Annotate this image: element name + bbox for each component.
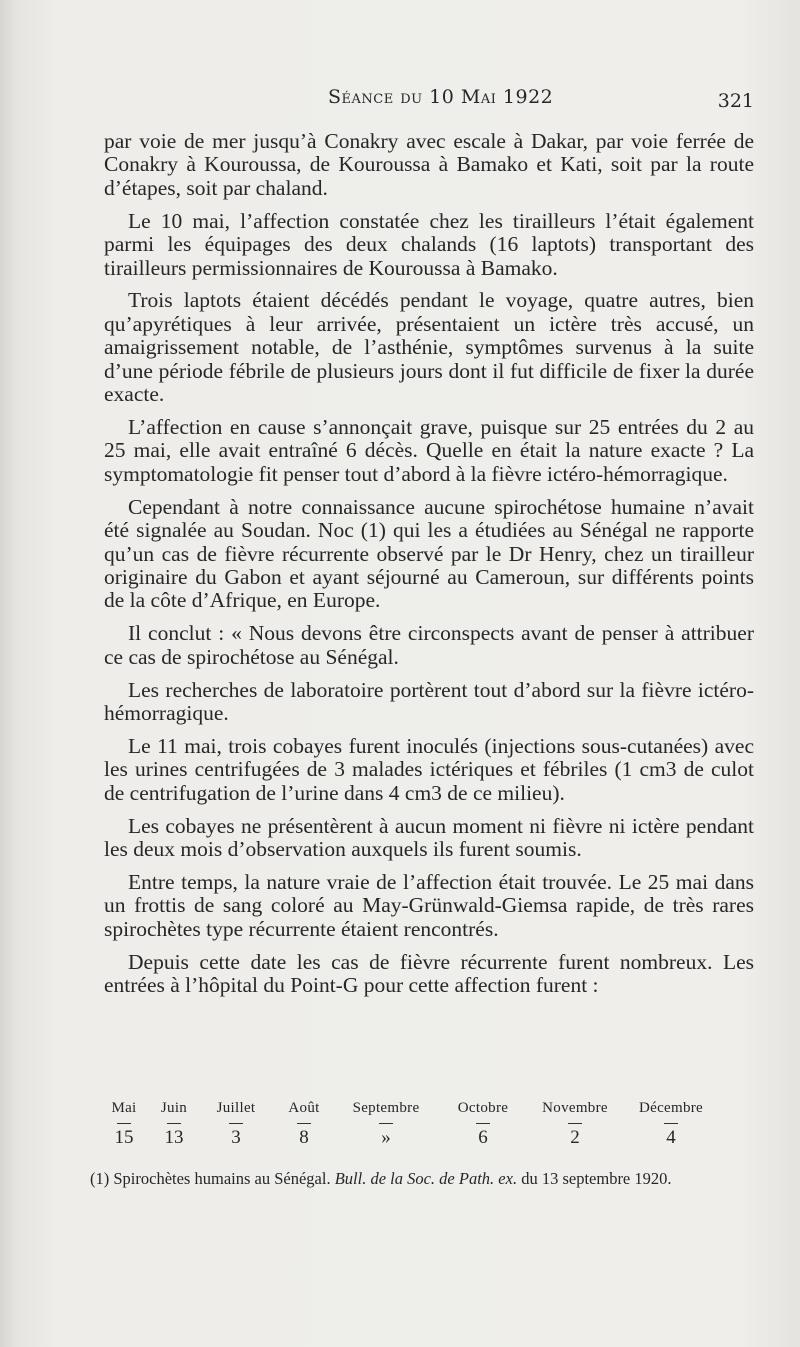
month-label: Octobre bbox=[457, 1100, 509, 1116]
page-header bbox=[104, 86, 754, 116]
paragraph: Il conclut : « Nous devons être circonspects avant de penser à attribuer ce cas de spirochétose au Sénégal. bbox=[104, 621, 754, 669]
month-label: Novembre bbox=[542, 1100, 608, 1116]
footnote-date: du 13 septembre 1920. bbox=[521, 1169, 672, 1188]
month-value: 8 bbox=[299, 1127, 309, 1148]
paragraph: L’affection en cause s’annonçait grave, puisque sur 25 entrées du 2 au 25 mai, elle avait entraîné 6 décès. Quelle en était la nature exacte ? La symptomatologie fit penser tout d’abord à la fièvre ictéro-hémorragique. bbox=[104, 414, 754, 486]
divider bbox=[229, 1123, 243, 1124]
footnote bbox=[90, 1170, 728, 1189]
month-value: 3 bbox=[231, 1127, 241, 1148]
month-value: 15 bbox=[114, 1127, 134, 1148]
paragraph: par voie de mer jusqu’à Conakry avec escale à Dakar, par voie ferrée de Conakry à Kouroussa, de Kouroussa à Bamako et Kati, soit par la route d’étapes, soit par chaland. bbox=[104, 129, 754, 200]
month-label: Juillet bbox=[216, 1100, 256, 1116]
month-label: Juin bbox=[160, 1100, 188, 1116]
divider bbox=[568, 1123, 582, 1124]
month-value: 4 bbox=[666, 1127, 676, 1148]
month-label: Septembre bbox=[352, 1100, 420, 1116]
paragraph: Le 10 mai, l’affection constatée chez les tirailleurs l’était également parmi les équipages des deux chalands (16 laptots) transportant des tirailleurs permissionnaires de Kouroussa à Bamako. bbox=[104, 208, 754, 280]
footnote-journal: Bull. de la Soc. de Path. ex. bbox=[334, 1169, 518, 1188]
page-number: 321 bbox=[717, 90, 754, 112]
divider bbox=[476, 1123, 490, 1124]
paragraph: Le 11 mai, trois cobayes furent inoculés (injections sous-cutanées) avec les urines centrifugées de 3 malades ictériques et fébriles (1 cm3 de culot de centrifugation de l’urine dans 4 cm3 de ce milieu). bbox=[104, 733, 754, 805]
running-head: Séance du 10 Mai 1922 bbox=[328, 86, 554, 108]
table-column bbox=[282, 1100, 326, 1149]
divider bbox=[117, 1123, 131, 1124]
month-value: 6 bbox=[478, 1127, 488, 1148]
month-value: 13 bbox=[164, 1127, 184, 1148]
divider bbox=[379, 1123, 393, 1124]
divider bbox=[664, 1123, 678, 1124]
table-column bbox=[104, 1100, 144, 1149]
table-column bbox=[342, 1100, 430, 1149]
month-label: Mai bbox=[111, 1100, 137, 1116]
table-column bbox=[208, 1100, 264, 1149]
month-label: Août bbox=[288, 1100, 320, 1116]
footnote-mark: (1) bbox=[90, 1169, 110, 1188]
paragraph: Les cobayes ne présentèrent à aucun moment ni fièvre ni ictère pendant les deux mois d’observation auxquels ils furent soumis. bbox=[104, 813, 754, 861]
paragraph: Les recherches de laboratoire portèrent tout d’abord sur la fièvre ictéro-hémorragique. bbox=[104, 677, 754, 725]
divider bbox=[297, 1123, 311, 1124]
paragraph: Trois laptots étaient décédés pendant le voyage, quatre autres, bien qu’apyrétiques à leur arrivée, présentaient un ictère très accusé, un amaigrissement notable, de l’asthénie, symptômes survenus à la suite d’une période fébrile de plusieurs jours dont il fut difficile de fixer la durée exacte. bbox=[104, 288, 754, 407]
paragraph: Entre temps, la nature vraie de l’affection était trouvée. Le 25 mai dans un frottis de sang coloré au May-Grünwald-Giemsa rapide, de très rares spirochètes type récurrente étaient rencontrés. bbox=[104, 869, 754, 941]
paragraph: Cependant à notre connaissance aucune spirochétose humaine n’avait été signalée au Soudan. Noc (1) qui les a étudiées au Sénégal ne rapporte qu’un cas de fièvre récurrente observé par le Dr Henry, chez un tirailleur originaire du Gabon et ayant séjourné au Cameroun, sur différents points de la côte d’Afrique, en Europe. bbox=[104, 494, 754, 613]
month-value: 2 bbox=[570, 1127, 580, 1148]
table-column bbox=[624, 1100, 718, 1149]
paragraph: Depuis cette date les cas de fièvre récurrente furent nombreux. Les entrées à l’hôpital du Point-G pour cette affection furent : bbox=[104, 949, 754, 997]
table-column bbox=[154, 1100, 194, 1149]
divider bbox=[167, 1123, 181, 1124]
body-text bbox=[104, 130, 754, 1007]
table-column bbox=[528, 1100, 622, 1149]
month-value: » bbox=[381, 1127, 391, 1148]
monthly-admissions-table bbox=[104, 1100, 724, 1162]
table-column bbox=[448, 1100, 518, 1149]
month-label: Décembre bbox=[638, 1100, 704, 1116]
footnote-text: Spirochètes humains au Sénégal. bbox=[113, 1169, 331, 1188]
